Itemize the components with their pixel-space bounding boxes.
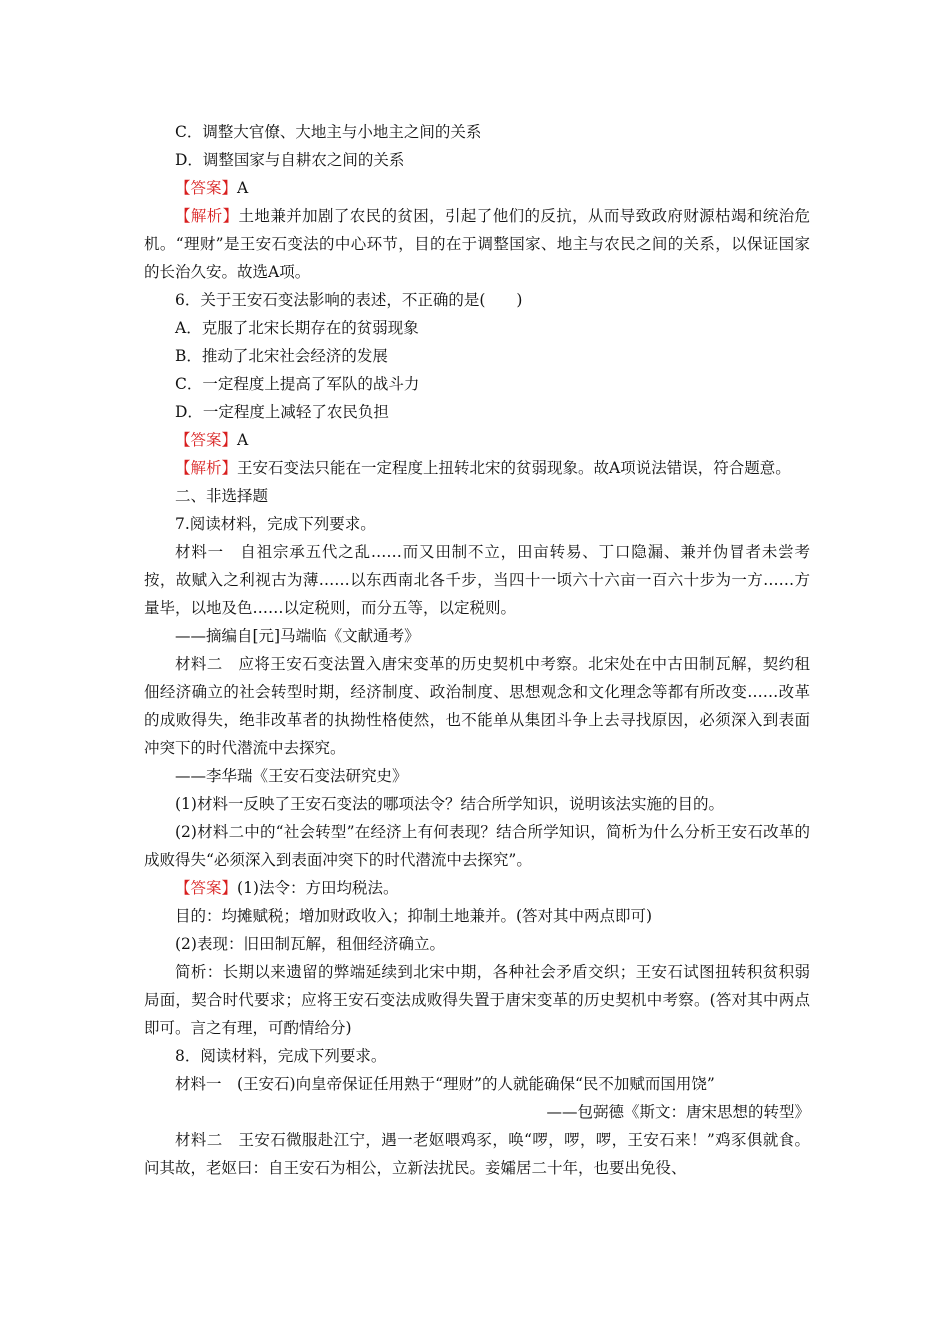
answer-text: A [237,179,249,197]
q8-material-2: 材料二 王安石微服赴江宁，遇一老妪喂鸡豕，唤“啰，啰，啰，王安石来！”鸡豕俱就食。问其故，老妪曰：自王安石为相公，立新法扰民。妾孀居二十年，也要出免役、 [144,1131,810,1177]
q6-analysis [144,454,810,482]
section-heading: 二、非选择题 [175,487,269,505]
q8-material-1: 材料一 (王安石)向皇帝保证任用熟于“理财”的人就能确保“民不加赋而国用饶” [175,1075,715,1093]
document-body [144,118,810,1182]
q7-answer-analysis: 简析：长期以来遗留的弊端延续到北宋中期，各种社会矛盾交织；王安石试图扭转积贫积弱局面，契合时代要求；应将王安石变法成败得失置于唐宋变革的历史契机中考察。(答对其中两点即可。言之有理，可酌情给分) [144,963,810,1037]
analysis-tag: 【解析】 [175,459,238,477]
q7-sub-question-1: (1)材料一反映了王安石变法的哪项法令？结合所学知识，说明该法实施的目的。 [175,795,724,813]
q5-option-d: D．调整国家与自耕农之间的关系 [175,151,405,169]
q7-material-1-source: ——摘编自[元]马端临《文献通考》 [175,627,420,645]
q7-stem: 7.阅读材料，完成下列要求。 [175,515,376,533]
q7-material-1: 材料一 自祖宗承五代之乱……而又田制不立，田亩转易、丁口隐漏、兼并伪冒者未尝考按，故赋入之利视古为薄……以东西南北各千步，当四十一顷六十六亩一百六十步为一方……方量毕，以地及色……以定税则，而分五等，以定税则。 [144,543,810,617]
q6-answer [144,426,810,454]
q8-stem: 8．阅读材料，完成下列要求。 [175,1047,387,1065]
q7-sub-question-2: (2)材料二中的“社会转型”在经济上有何表现？结合所学知识，简析为什么分析王安石改革的成败得失“必须深入到表面冲突下的时代潜流中去探究”。 [144,823,810,869]
analysis-tag: 【解析】 [175,207,239,225]
answer-tag: 【答案】 [175,179,238,197]
answer-tag: 【答案】 [175,879,238,897]
q7-answer-purpose: 目的：均摊赋税；增加财政收入；抑制土地兼并。(答对其中两点即可) [175,907,653,925]
analysis-text: 王安石变法只能在一定程度上扭转北宋的贫弱现象。故A项说法错误，符合题意。 [237,459,791,477]
answer-text: (1)法令：方田均税法。 [237,879,399,897]
q5-analysis [144,202,810,286]
q7-answer [144,874,810,902]
q7-material-2: 材料二 应将王安石变法置入唐宋变革的历史契机中考察。北宋处在中古田制瓦解，契约租佃经济确立的社会转型时期，经济制度、政治制度、思想观念和文化理念等都有所改变……改革的成败得失，绝非改革者的执拗性格使然，也不能单从集团斗争上去寻找原因，必须深入到表面冲突下的时代潜流中去探究。 [144,655,810,757]
q7-answer-2: (2)表现：旧田制瓦解，租佃经济确立。 [175,935,445,953]
q6-stem: 6．关于王安石变法影响的表述，不正确的是( ) [175,291,523,309]
q5-option-c: C．调整大官僚、大地主与小地主之间的关系 [175,123,482,141]
answer-tag: 【答案】 [175,431,238,449]
q6-option-c: C．一定程度上提高了军队的战斗力 [175,375,420,393]
answer-text: A [237,431,249,449]
q5-answer [144,174,810,202]
analysis-text: 土地兼并加剧了农民的贫困，引起了他们的反抗，从而导致政府财源枯竭和统治危机。“理财”是王安石变法的中心环节，目的在于调整国家、地主与农民之间的关系，以保证国家的长治久安。故选A项。 [144,207,810,281]
q6-option-b: B．推动了北宋社会经济的发展 [175,347,388,365]
q6-option-d: D．一定程度上减轻了农民负担 [175,403,389,421]
q7-material-2-source: ——李华瑞《王安石变法研究史》 [175,767,408,785]
q6-option-a: A．克服了北宋长期存在的贫弱现象 [175,319,419,337]
q8-material-1-source: ——包弼德《斯文：唐宋思想的转型》 [546,1103,810,1121]
